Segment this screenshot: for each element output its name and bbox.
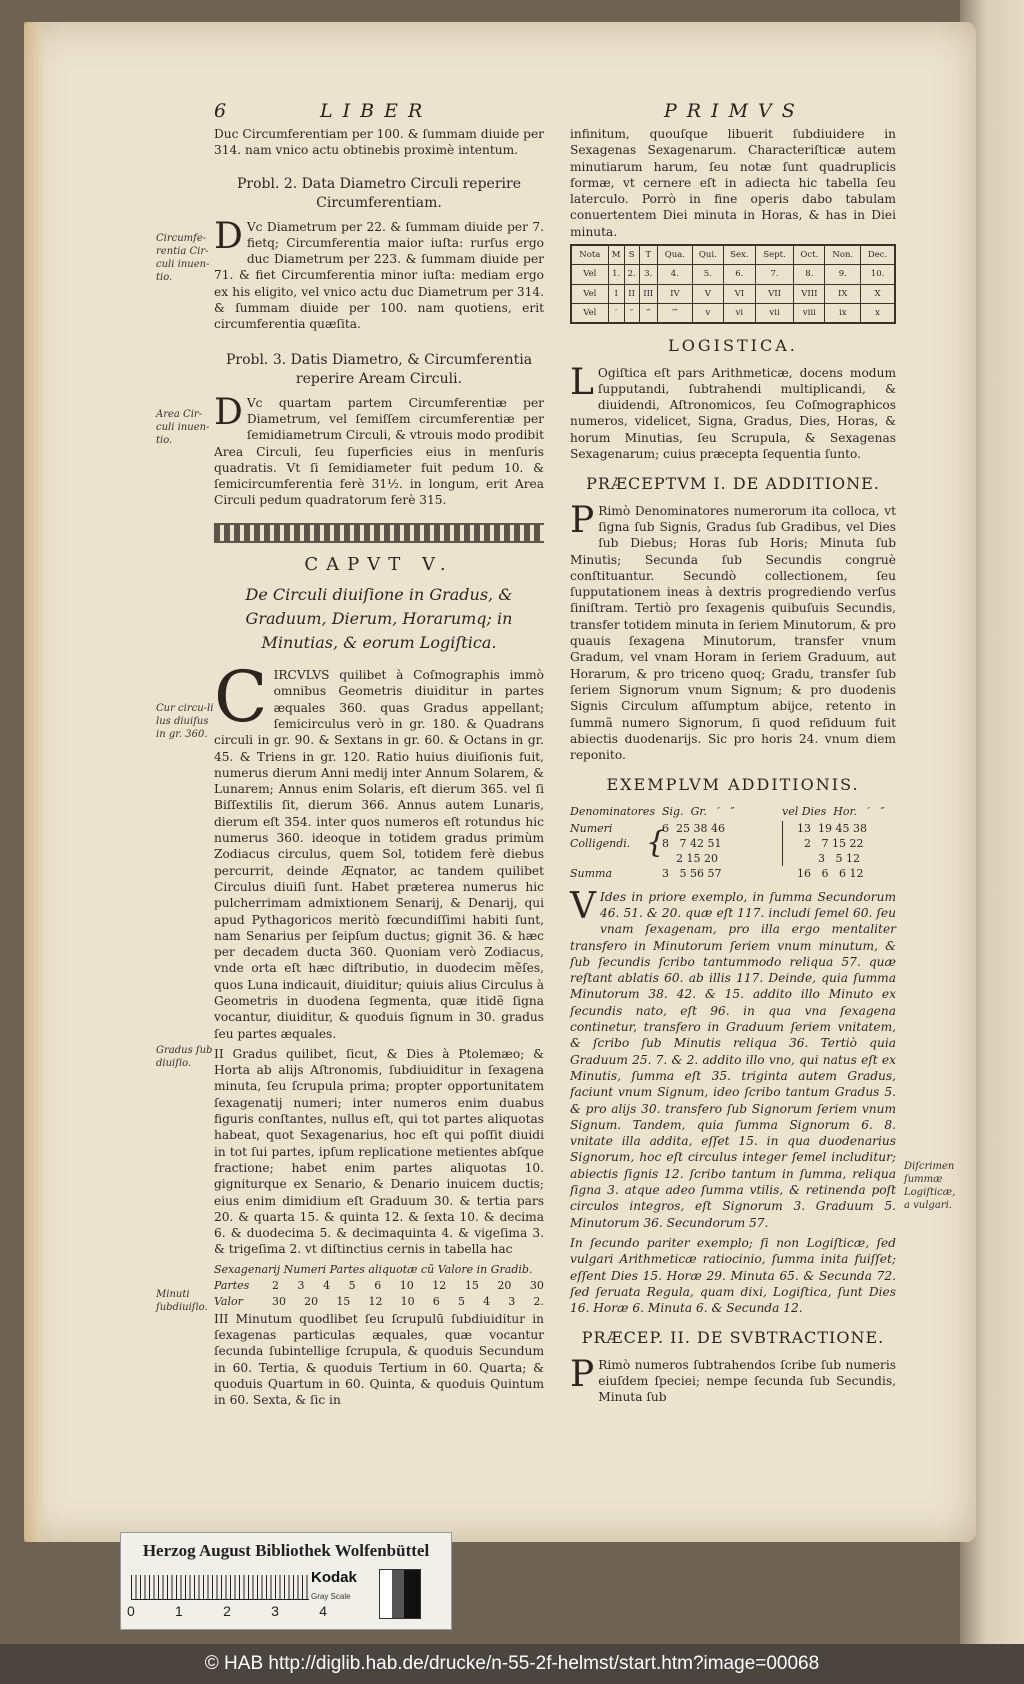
notae-cell: Nota	[571, 245, 608, 265]
margin-note-circulus: Cur circu-li lus diuiſus in gr. 360.	[156, 703, 214, 740]
ex-denominatores: Denominatores	[570, 804, 656, 818]
dropcap-d: D	[214, 215, 243, 257]
notae-cell: x	[861, 303, 895, 323]
notae-cell: V	[692, 284, 723, 303]
notae-cell: Oct.	[794, 245, 825, 265]
notae-row	[571, 303, 895, 323]
notae-cell: VI	[723, 284, 755, 303]
notae-row	[571, 265, 895, 284]
ex-left-values	[662, 821, 782, 866]
valor-value: 3	[508, 1295, 516, 1309]
exemplum-heading: EXEMPLVM ADDITIONIS.	[606, 775, 860, 795]
ruler-tick-label: 3	[271, 1603, 279, 1619]
probl3-body: Vc quartam partem Circumferentiæ per Diametrum, vel ſemiſſem circumferentiæ per ſemidiametrum Circuli, & vtrouis modo prodibit Area Circuli, ſeu ſuperficies eius in menſuris quadratis. Vt ſi ſemidiameter fuit pedum 10. & ſemicircumferentia ferè 31½. in longum, erit Area Circuli pedum quadratorum ferè 315.	[214, 395, 544, 508]
notae-cell: 7.	[755, 265, 794, 284]
page-gutter	[24, 22, 46, 1542]
notae-cell: II	[624, 284, 639, 303]
sexagenarii-caption: Sexagenarij Numeri Partes aliquotæ cũ Valore in Gradib.	[214, 1262, 533, 1276]
notae-cell: T	[639, 245, 657, 265]
notae-row	[571, 284, 895, 303]
ex-right-row: 13 19 45 38	[797, 821, 867, 835]
notae-cell: ″	[624, 303, 639, 323]
probl2-title: Probl. 2. Data Diametro Circuli reperire Circumferentiam.	[236, 175, 521, 211]
margin-note-minuti: Minuti ſubdiuiſio.	[156, 1289, 208, 1313]
notae-cell: Vel	[571, 265, 608, 284]
probl3-title: Probl. 3. Datis Diametro, & Circumferentia reperire Aream Circuli.	[225, 351, 533, 387]
caput-text-2: II Gradus quilibet, ſicut, & Dies à Ptolemæo; & Horta ab alijs Aſtronomis, ſubdiuiditur in ſexagena minuta, ſeu ſcrupula prima; propter opportunitatem ſexagenatij numeri; inter numeros enim duabus figuris conſtantes, nullus eſt, qui tot partes aliquotas habeat, quot Sexagenarius, hoc eſt qui poſſit diuidi in tot ſui partes, ipſum replicatione metientes abſque fractione; habet enim partes aliquotas 10. gigniturque ex Senario, & Denario inuicem ductis; eius enim dimidium eſt Graduum 30. & tertia pars 20. & quarta 15. & quinta 12. & ſexta 10. & decima 6. & duodecima 5. & decimaquinta 4. & vigeſima 3. & trigeſima 2. vt diſtinctius cernis in tabella hac	[214, 1046, 544, 1257]
running-head-right: PRIMVS	[664, 100, 805, 122]
probl2-body: Vc Diametrum per 22. & ſummam diuide per 7. fietq; Circumferentia maior iuſta: rurſus ergo duc Diametrum per 223. & ſummam diuide per 71. & fiet Circumferentia minor iuſta: mediam ergo ex his eligito, vel vnico actu duc Diametrum per 314. & ſummam diuide per 100. nam quotiens, erit circumferentia quæſita.	[214, 219, 544, 332]
caput-text-3: III Minutum quodlibet ſeu ſcrupulū ſubdiuiditur in ſexagenas particulas æquales, quæ vocantur ſecunda ſubintellige ſcrupula, & quoduis Secundum in 60. Tertia, & quoduis Tertium in 60. Quarta; & quoduis Quartum in 60. Quinta, & quoduis Quintum in 60. Sexta, & ſic in	[214, 1311, 544, 1408]
caput-heading: CAPVT V.	[304, 553, 454, 575]
notae-cell: 2.	[624, 265, 639, 284]
copyright-footer: © HAB http://diglib.hab.de/drucke/n-55-2f-helmst/start.htm?image=00068	[0, 1644, 1024, 1684]
ex-sum-left: 3 5 56 57	[662, 866, 722, 880]
praeceptum-1-body: Rimò Denominatores numerorum ita colloca, vt ſigna ſub Signis, Gradus ſub Gradibus, vel Dies ſub Diebus; Horas ſub Horis; Minuta ſub Minutis; Secunda ſub Secundis congruè conſtituantur. Secundò collectionem, ſeu ſupputationem ineas à dextris progrediendo verſus ſiniſtram. Tertiò pro ſexagenis quibuſuis Secundis, transfer totidem minuta in ſeriem Minutorum, & pro quauis ſexagena Minutorum, transfer vnum Gradum, vel vnam Horam in ſeriem Graduum, aut Horarum, & pro triceno quoq; Gradu, transfer ſub ſeriem Signorum vnum Signum; & pro duodenis Signis Circulum aſſumptum abijce, retento in ſummã numero Signorum, ſi quod reſiduum fuit abiectis duodenarijs. Sic pro horis 24. vnum diem reponito.	[570, 503, 896, 763]
scale-ruler	[131, 1575, 309, 1600]
partes-value: 30	[529, 1279, 544, 1293]
notae-cell: Dec.	[861, 245, 895, 265]
valor-value: 10	[400, 1295, 415, 1309]
ex-right-row: 3 5 12	[797, 851, 860, 865]
library-color-card	[120, 1532, 452, 1630]
praeceptum-2-text	[570, 1353, 896, 1406]
partes-row	[214, 1278, 544, 1294]
kodak-scale: Gray Scale	[311, 1592, 351, 1601]
notae-cell: Non.	[825, 245, 861, 265]
notae-cell: X	[861, 284, 895, 303]
notae-cell: v	[692, 303, 723, 323]
partes-label: Partes	[214, 1279, 250, 1293]
valor-value: 30	[272, 1295, 286, 1309]
notae-row	[571, 245, 895, 265]
ex-sum-label: Summa	[570, 866, 613, 880]
dropcap-d2: D	[214, 391, 243, 433]
partes-value: 5	[348, 1279, 356, 1293]
praeceptum-1-heading: PRÆCEPTVM I. DE ADDITIONE.	[586, 474, 880, 494]
valor-value: 5	[457, 1295, 465, 1309]
partes-value: 6	[374, 1279, 382, 1293]
margin-note-area: Area Cir-culi inuen-tio.	[156, 409, 210, 446]
partes-value: 2	[272, 1279, 279, 1293]
notae-cell: 8.	[794, 265, 825, 284]
notae-cell: Vel	[571, 303, 608, 323]
running-head-left: LIBER	[320, 100, 433, 122]
praeceptum-2-heading: PRÆCEP. II. DE SVBTRACTIONE.	[581, 1328, 885, 1348]
valor-value: 6	[432, 1295, 440, 1309]
praeceptum-1-text	[570, 499, 896, 764]
dropcap-p2: P	[570, 1353, 595, 1395]
ruler-tick-label: 2	[223, 1603, 231, 1619]
partes-value: 20	[497, 1279, 512, 1293]
probl3-text	[214, 391, 544, 509]
left-intro: Duc Circumferentiam per 100. & ſummam diuide per 314. nam vnico actu obtinebis proximè intentum.	[214, 127, 544, 158]
partes-value: 10	[399, 1279, 414, 1293]
kodak-brand: Kodak	[311, 1569, 357, 1586]
ex-left-row: 6 25 38 46	[662, 821, 725, 835]
notae-cell: Vel	[571, 284, 608, 303]
ex-left-row: 8 7 42 51	[662, 836, 722, 850]
notae-cell: IX	[825, 284, 861, 303]
notae-cell: Sex.	[723, 245, 755, 265]
notae-cell: 9.	[825, 265, 861, 284]
ruler-tick-label: 0	[127, 1603, 135, 1619]
library-name: Herzog August Bibliothek Wolfenbüttel	[142, 1541, 430, 1560]
caput-text-1	[214, 656, 544, 1042]
caput-body-1: IRCVLVS quilibet à Coſmographis immò omnibus Geometris diuiditur in partes æquales 360. quas Gradus appellant; ſemicirculus verò in gr. 180. & Quadrans circuli in gr. 90. & Sextans in gr. 60. & Octans in gr. 45. & Triens in gr. 120. Ratio huius diuiſionis fuit, numerus dierum Anni medij inter Annum Solarem, & Lunarem; Annus enim Solaris, eſt dierum 365. vel ſi Biſſextilis ſit, dierum 366. Annus autem Lunaris, dierum eſt 354. inter quos numeros eſt rotundus hic numerus 360. ideoque in totidem gradus primùm Zodiacus circulus, quem Sol, totidem ferè diebus percurrit, deinde Æqnator, ac tandem quilibet Circulus diuiſi ſunt. Habet præterea numerus hic pulcherrimam admixtionem Senarij, & Denarij, qui apud Pythagoricos meritò fœcundiſſimi habiti ſunt, nam Senarius per ſeipſum ductus; gignit 36. & hæc per decadem ducta 360. Quoniam verò Zodiacus, vnde orta eſt hæc diſtributio, in duodecim mẽſes, quos Luna indicauit, diuiditur; quiuis alius Circulus à Geometris in duodena ſegmenta, quæ itidẽ ſigna vocantur, diuiditur, & quoduis ſignum in 30. gradus ſeu partes æquales.	[214, 668, 544, 1041]
example-header	[570, 804, 896, 819]
notae-cell: ⁗	[657, 303, 692, 323]
valor-value: 20	[304, 1295, 319, 1309]
partes-value: 4	[323, 1279, 331, 1293]
valor-value: 12	[368, 1295, 383, 1309]
example-sum	[570, 866, 896, 881]
notae-cell: 4.	[657, 265, 692, 284]
notae-cell: ′	[608, 303, 624, 323]
notae-cell: 10.	[861, 265, 895, 284]
ex-sum-right: 16 6 6 12	[797, 866, 864, 880]
margin-note-discrimen: Diſcrimen ſummæ Logiſticæ, a vulgari.	[904, 1161, 956, 1211]
example-explanation	[570, 885, 896, 1231]
ruler-tick-label: 4	[319, 1603, 327, 1619]
notae-cell: ‴	[639, 303, 657, 323]
ex-right-values	[782, 821, 867, 866]
dropcap-c: C	[214, 656, 268, 739]
partes-value: 15	[464, 1279, 479, 1293]
notae-cell: IV	[657, 284, 692, 303]
ex-left-row: 2 15 20	[662, 851, 718, 865]
notae-cell: ix	[825, 303, 861, 323]
valor-values	[272, 1294, 544, 1310]
valor-value: 4	[483, 1295, 491, 1309]
kodak-logo	[311, 1569, 375, 1609]
valor-value: 15	[336, 1295, 351, 1309]
example-table	[570, 804, 896, 881]
right-intro: infinitum, quouſque libuerit ſubdiuidere in Sexagenas Sexagenarum. Characteriſticæ autem minutiarum harum, ſeu notæ ſunt quadruplicis formæ, vt cernere eſt in adiecta hic tabella ſeu laterculo. Porrò in fine operis dabo tabulam conuertentem Diei minuta in Horas, & has in Diei minuta.	[570, 127, 896, 239]
ornament-band	[214, 523, 544, 543]
notae-cell: vii	[755, 303, 794, 323]
notae-cell: 3.	[639, 265, 657, 284]
partes-values	[272, 1278, 544, 1294]
example-explanation-2: In ſecundo pariter exemplo; ſi non Logiſticæ, ſed vulgari Arithmeticæ ratiocinio, ſumma inita fuiſſet; eſſent Dies 15. Horæ 29. Minuta 65. & Secunda 72. ſed ſeruata Regula, quam dixi, Logiſtica, ſunt Dies 16. Horæ 6. Minuta 6. & Secunda 12.	[570, 1235, 896, 1316]
example-rows	[570, 821, 896, 866]
notae-cell: 6.	[723, 265, 755, 284]
notae-cell: I	[608, 284, 624, 303]
gray-scale-patch	[379, 1569, 421, 1619]
margin-note-gradus: Gradus ſub diuiſio.	[156, 1045, 213, 1069]
notae-cell: III	[639, 284, 657, 303]
valor-label: Valor	[214, 1295, 243, 1309]
notae-table	[570, 244, 896, 324]
notae-cell: vi	[723, 303, 755, 323]
notae-cell: M	[608, 245, 624, 265]
ex-cols-right: vel Dies Hor. ′ ″	[782, 804, 885, 818]
example-explanation-body: Ides in priore exemplo, in ſumma Secundorum 46. 51. & 20. quæ eſt 117. includi ſemel 60. ſeu vnam ſexagenam, pro illa ergo mentaliter transfero in Minutorum ſeriem vnum minutum, & ſub ſecundis ſcribo tantummodo reliqua 57. quæ reſtant ablatis 60. ab illis 117. Deinde, quia ſumma Minutorum 38. 42. & 15. addito illo Minuto ex ſecundis nato, eſt 96. in qua vna ſexagena continetur, transfero in Graduum ſeriem vnitatem, & ſcribo ſub Minutis reliqua 36. Tertiò quia Graduum 25. 7. & 2. addito illo vno, qui natus eſt ex Minutis, ſumma eſt 35. triginta autem Gradus, faciunt vnum Signum, ideo ſcribo tantum Gradus 5. & pro alijs 30. transfero ſub Signorum ſeriem vnum Signum. Tandem, quia ſumma Signorum 6. 8. vnitate illa addita, eſſet 15. in qua duodenarius Signorum, hoc eſt circulus integer ſemel includitur; abiectis ſignis 12. ſcribo tantum in ſumma, reliqua ſigna 3. atque adeo ſumma vtilis, & retinenda poſt circulos integros, eſt Signorum 3. Graduum 5. Minutorum 36. Secundorum 57.	[570, 889, 896, 1230]
notae-cell: S	[624, 245, 639, 265]
left-column	[214, 126, 544, 1412]
notae-cell: viii	[794, 303, 825, 323]
dropcap-l: L	[570, 361, 594, 403]
notae-cell: 1.	[608, 265, 624, 284]
dropcap-v: V	[570, 885, 596, 927]
margin-note-circumferentia: Circumfe-rentia Cir-culi inuen-tio.	[156, 233, 210, 283]
partes-value: 3	[297, 1279, 305, 1293]
right-column	[570, 126, 896, 1410]
logistica-text	[570, 361, 896, 463]
notae-cell: 5.	[692, 265, 723, 284]
praeceptum-2-body: Rimò numeros ſubtrahendos ſcribe ſub numeris eiuſdem ſpeciei; nempe ſecunda ſub Secundis, Minuta ſub	[598, 1357, 896, 1405]
dropcap-p: P	[570, 499, 595, 541]
logistica-body: Ogiſtica eſt pars Arithmeticæ, docens modum ſupputandi, ſubtrahendi multiplicandi, & diuidendi, Aſtronomicos, ſeu Coſmographicos numeros, videlicet, Signa, Gradus, Dies, Horas, & horum Minutias, ſeu Scrupula, & Sexagenas Sexagenarum; cuius præcepta ſequentia ſunto.	[570, 365, 896, 462]
partes-value: 12	[432, 1279, 447, 1293]
valor-row	[214, 1294, 544, 1310]
brace-icon: {	[646, 824, 666, 860]
notae-cell: VIII	[794, 284, 825, 303]
logistica-heading: LOGISTICA.	[668, 336, 798, 356]
ex-cols-left: Sig. Gr. ′ ″	[662, 804, 735, 818]
notae-cell: Qua.	[657, 245, 692, 265]
ruler-numbers	[127, 1603, 327, 1619]
ex-rowlabel: Numeri Colligendi.	[570, 821, 631, 850]
notae-cell: Sept.	[755, 245, 794, 265]
valor-value: 2.	[533, 1295, 544, 1309]
caput-title: De Circuli diuiſione in Gradus, & Graduum, Dierum, Horarumq; in Minutias, & eorum Logiſtica.	[245, 585, 513, 653]
notae-cell: Qui.	[692, 245, 723, 265]
page-number: 6	[214, 100, 227, 122]
ex-right-row: 2 7 15 22	[797, 836, 864, 850]
notae-cell: VII	[755, 284, 794, 303]
ruler-tick-label: 1	[175, 1603, 183, 1619]
probl2-text	[214, 215, 544, 333]
